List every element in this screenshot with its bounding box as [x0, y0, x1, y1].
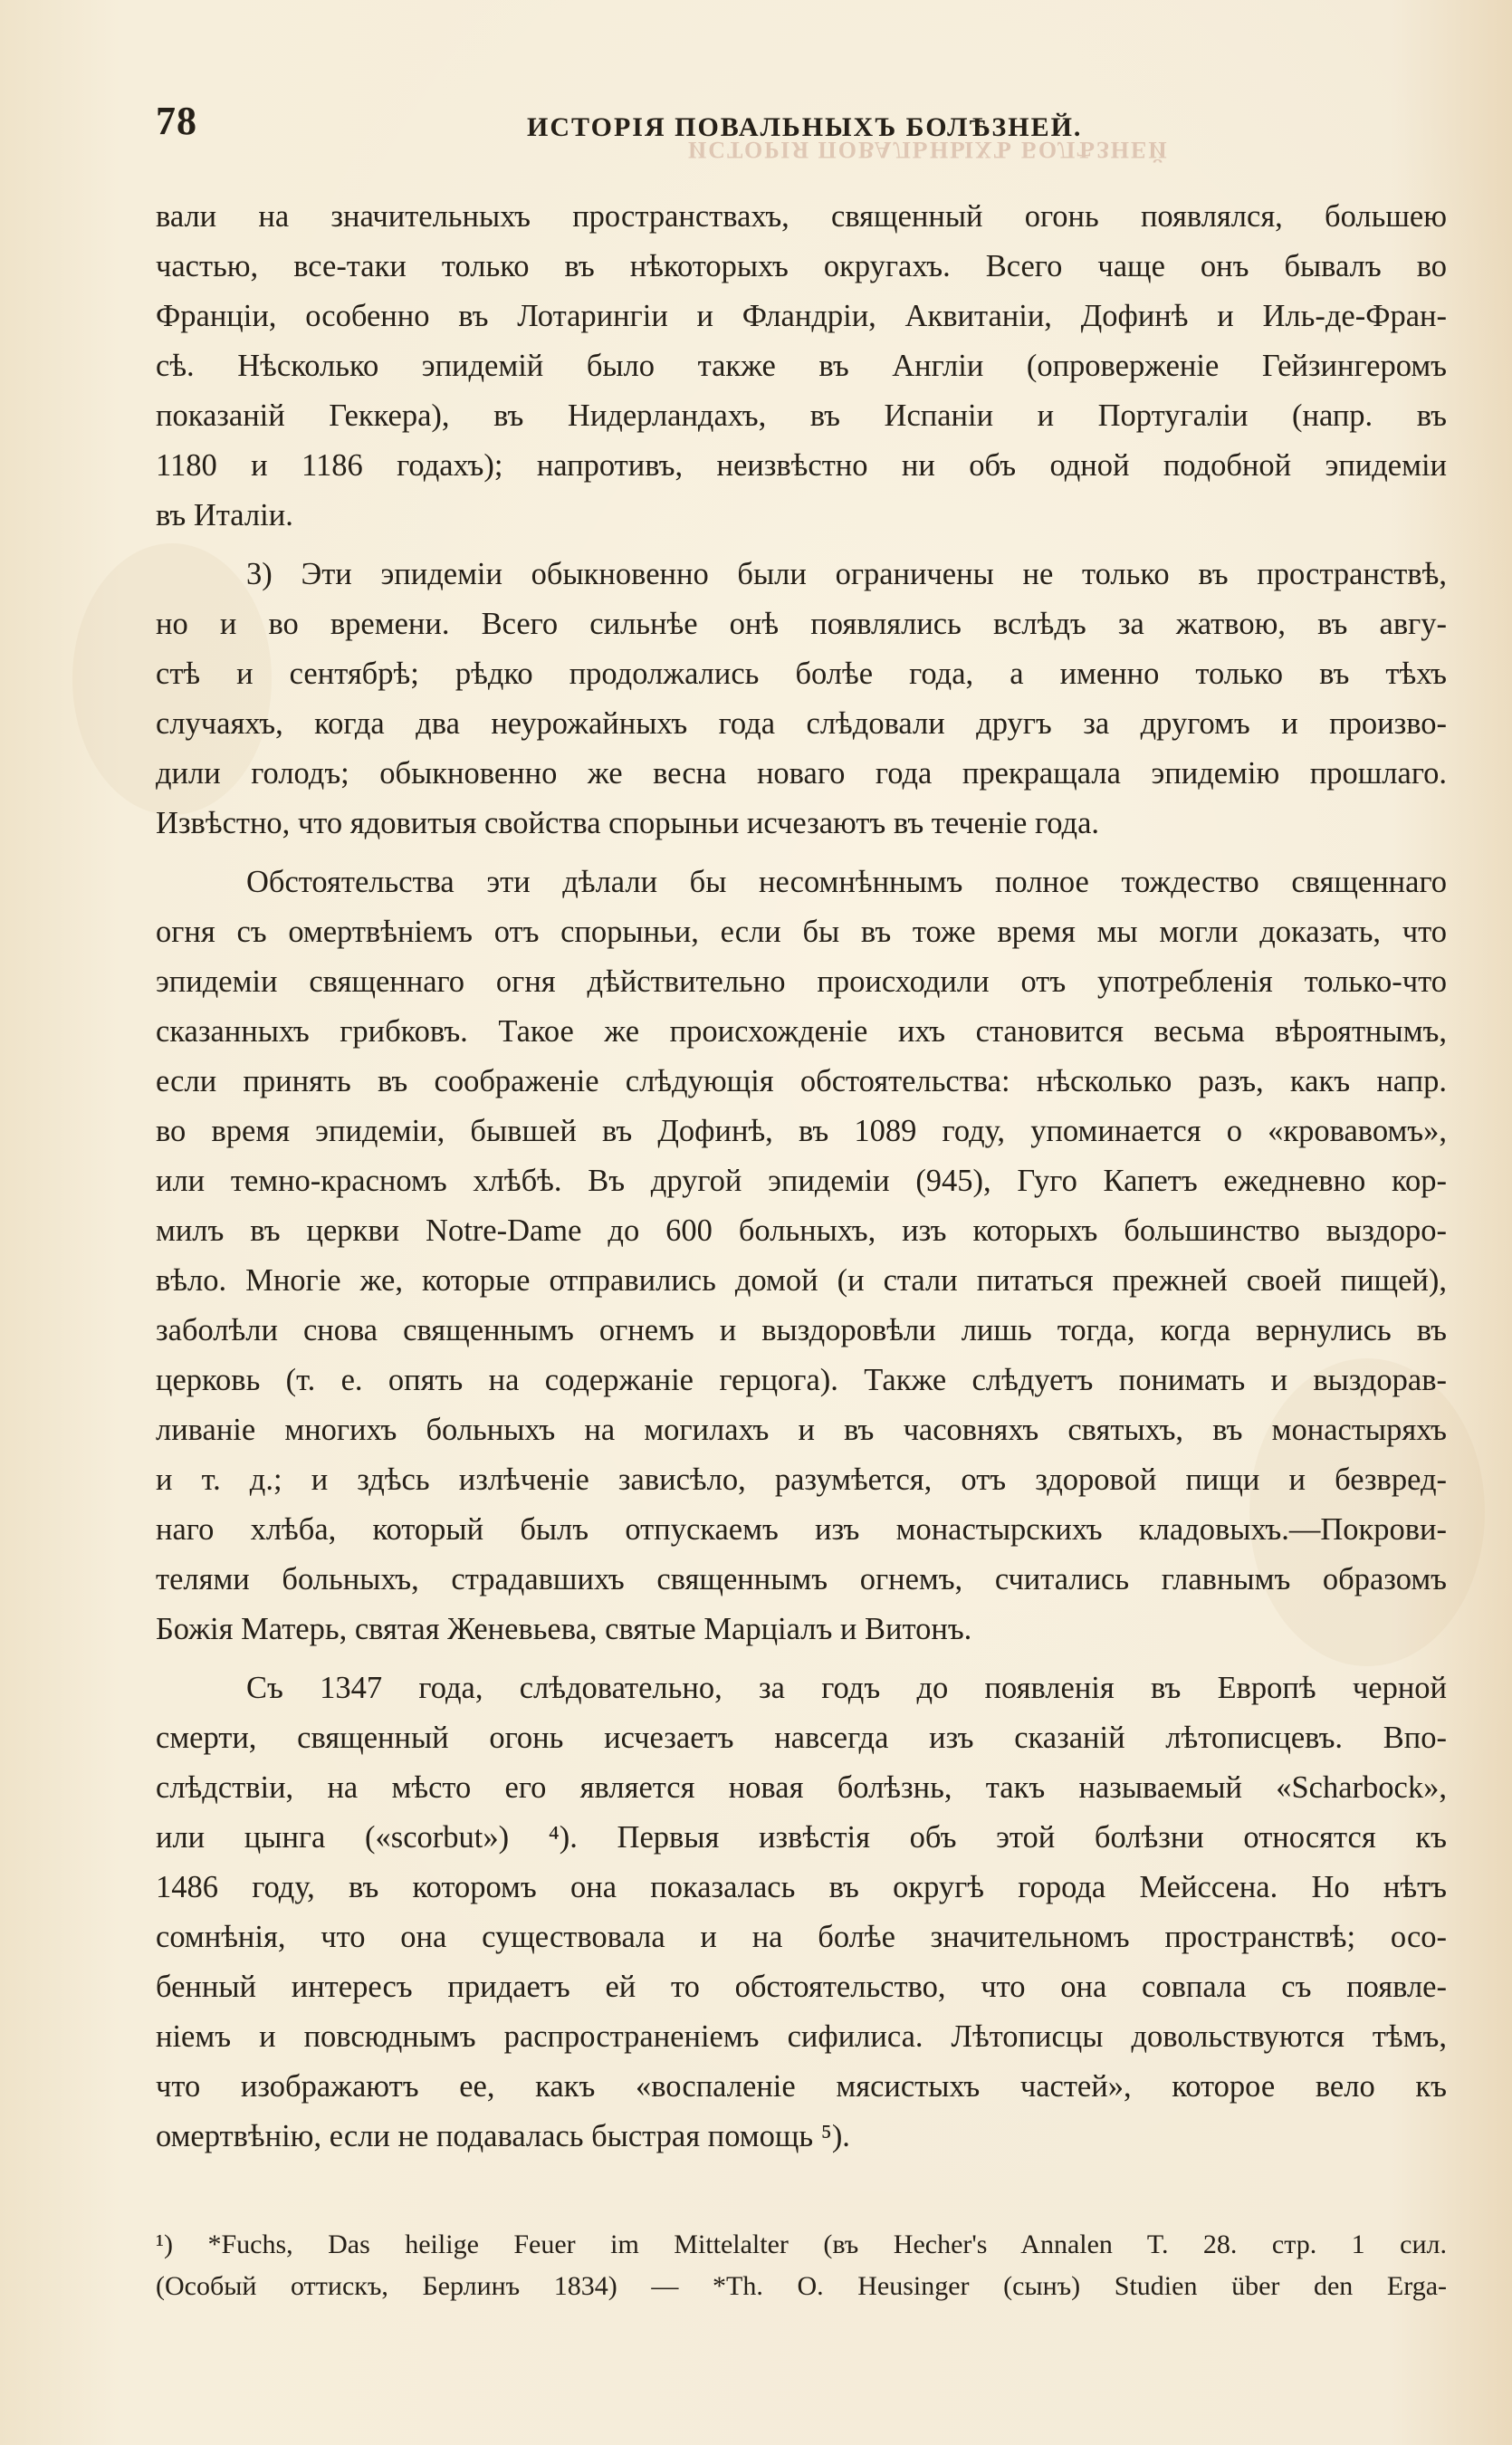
text-line: во время эпидеміи, бывшей въ Дофинѣ, въ 1089 году, упоминается о «кровавомъ», — [156, 1114, 1447, 1148]
text-line: случаяхъ, когда два неурожайныхъ года слѣдовали другъ за другомъ и произво- — [156, 706, 1447, 741]
body-text — [156, 192, 1447, 2171]
text-line: и т. д.; и здѣсь излѣченіе зависѣло, разумѣется, отъ здоровой пищи и безвред- — [156, 1462, 1447, 1497]
text-line: огня съ омертвѣніемъ отъ спорыньи, если бы въ тоже время мы могли доказать, что — [156, 915, 1447, 949]
text-line: омертвѣнію, если не подавалась быстрая помощь ⁵). — [156, 2119, 850, 2153]
text-line: Обстоятельства эти дѣлали бы несомнѣннымъ полное тождество священнаго — [246, 865, 1447, 899]
footnote-line: ¹) *Fuchs, Das heilige Feuer im Mittelalter (въ Hecher's Annalen T. 28. стр. 1 сил. — [156, 2229, 1447, 2259]
text-line: 1180 и 1186 годахъ); напротивъ, неизвѣстно ни объ одной подобной эпидеміи — [156, 448, 1447, 483]
text-line: Франціи, особенно въ Лотарингіи и Фландріи, Аквитаніи, Дофинѣ и Иль-де-Фран- — [156, 299, 1447, 333]
paragraph — [156, 858, 1447, 1654]
text-line: дили голодъ; обыкновенно же весна новаго года прекращала эпидемію прошлаго. — [156, 756, 1447, 791]
text-line: частью, все-таки только въ нѣкоторыхъ округахъ. Всего чаще онъ бывалъ во — [156, 249, 1447, 283]
text-line: вали на значительныхъ пространствахъ, священный огонь появлялся, большею — [156, 199, 1447, 234]
text-line: церковь (т. е. опять на содержаніе герцога). Также слѣдуетъ понимать и выздорав- — [156, 1363, 1447, 1397]
text-line: если принять въ соображеніе слѣдующія обстоятельства: нѣсколько разъ, какъ напр. — [156, 1064, 1447, 1098]
footnote-line: (Особый оттискъ, Берлинъ 1834) — *Th. O. Heusinger (сынъ) Studien über den Erga- — [156, 2271, 1447, 2301]
text-line: смерти, священный огонь исчезаетъ навсегда изъ сказаній лѣтописцевъ. Впо- — [156, 1721, 1447, 1755]
text-line: телями больныхъ, страдавшихъ священнымъ огнемъ, считались главнымъ образомъ — [156, 1562, 1447, 1596]
paragraph — [156, 550, 1447, 849]
text-line: стѣ и сентябрѣ; рѣдко продолжались болѣе года, а именно только въ тѣхъ — [156, 657, 1447, 691]
text-line: вѣло. Многіе же, которые отправились домой (и стали питаться прежней своей пищей), — [156, 1263, 1447, 1298]
paragraph — [156, 1664, 1447, 2162]
text-line: 1486 году, въ которомъ она показалась въ округѣ города Мейссена. Но нѣтъ — [156, 1870, 1447, 1904]
text-line: или темно-красномъ хлѣбѣ. Въ другой эпидеміи (945), Гуго Капетъ ежедневно кор- — [156, 1164, 1447, 1198]
text-line: слѣдствіи, на мѣсто его является новая болѣзнь, такъ называемый «Scharbock», — [156, 1770, 1447, 1805]
footnotes — [156, 2224, 1447, 2307]
text-line: эпидеміи священнаго огня дѣйствительно происходили отъ употребленія только-что — [156, 964, 1447, 999]
text-line: Извѣстно, что ядовитыя свойства спорыньи исчезаютъ въ теченіе года. — [156, 806, 1100, 840]
text-line: ливаніе многихъ больныхъ на могилахъ и въ часовняхъ святыхъ, въ монастыряхъ — [156, 1413, 1447, 1447]
text-line: сѣ. Нѣсколько эпидемій было также въ Англіи (опроверженіе Гейзингеромъ — [156, 349, 1447, 383]
text-line: что изображаютъ ее, какъ «воспаленіе мясистыхъ частей», которое вело къ — [156, 2069, 1447, 2104]
text-line: ніемъ и повсюднымъ распространеніемъ сифилиса. Лѣтописцы довольствуются тѣмъ, — [156, 2019, 1447, 2054]
text-line: Съ 1347 года, слѣдовательно, за годъ до появленія въ Европѣ черной — [246, 1671, 1447, 1705]
text-line: но и во времени. Всего сильнѣе онѣ появлялись вслѣдъ за жатвою, въ авгу- — [156, 607, 1447, 641]
running-title: ИСТОРІЯ ПОВАЛЬНЫХЪ БОЛѢЗНЕЙ. — [527, 112, 1083, 142]
text-line: бенный интересъ придаетъ ей то обстоятельство, что она совпала съ появле- — [156, 1970, 1447, 2004]
text-line: 3) Эти эпидеміи обыкновенно были ограничены не только въ пространствѣ, — [246, 557, 1447, 591]
show-through-text: ИСТОРІЯ ПОВАЛЬНЫХЪ БОЛѢЗНЕЙ — [688, 137, 1169, 163]
text-line: показаній Геккера), въ Нидерландахъ, въ Испаніи и Португаліи (напр. въ — [156, 398, 1447, 433]
text-line: заболѣли снова священнымъ огнемъ и выздоровѣли лишь тогда, когда вернулись въ — [156, 1313, 1447, 1347]
text-line: въ Италіи. — [156, 498, 293, 532]
page-number: 78 — [156, 99, 197, 143]
text-line: сомнѣнія, что она существовала и на болѣе значительномъ пространствѣ; осо- — [156, 1920, 1447, 1954]
text-line: милъ въ церкви Notre-Dame до 600 больныхъ, изъ которыхъ большинство выздоро- — [156, 1213, 1447, 1248]
text-line: или цынга («scorbut») ⁴). Первыя извѣстія объ этой болѣзни относятся къ — [156, 1820, 1447, 1855]
text-line: наго хлѣба, который былъ отпускаемъ изъ монастырскихъ кладовыхъ.—Покрови- — [156, 1512, 1447, 1547]
paragraph — [156, 192, 1447, 541]
text-line: сказанныхъ грибковъ. Такое же происхожденіе ихъ становится весьма вѣроятнымъ, — [156, 1014, 1447, 1049]
text-line: Божія Матерь, святая Женевьева, святые Марціалъ и Витонъ. — [156, 1612, 972, 1646]
